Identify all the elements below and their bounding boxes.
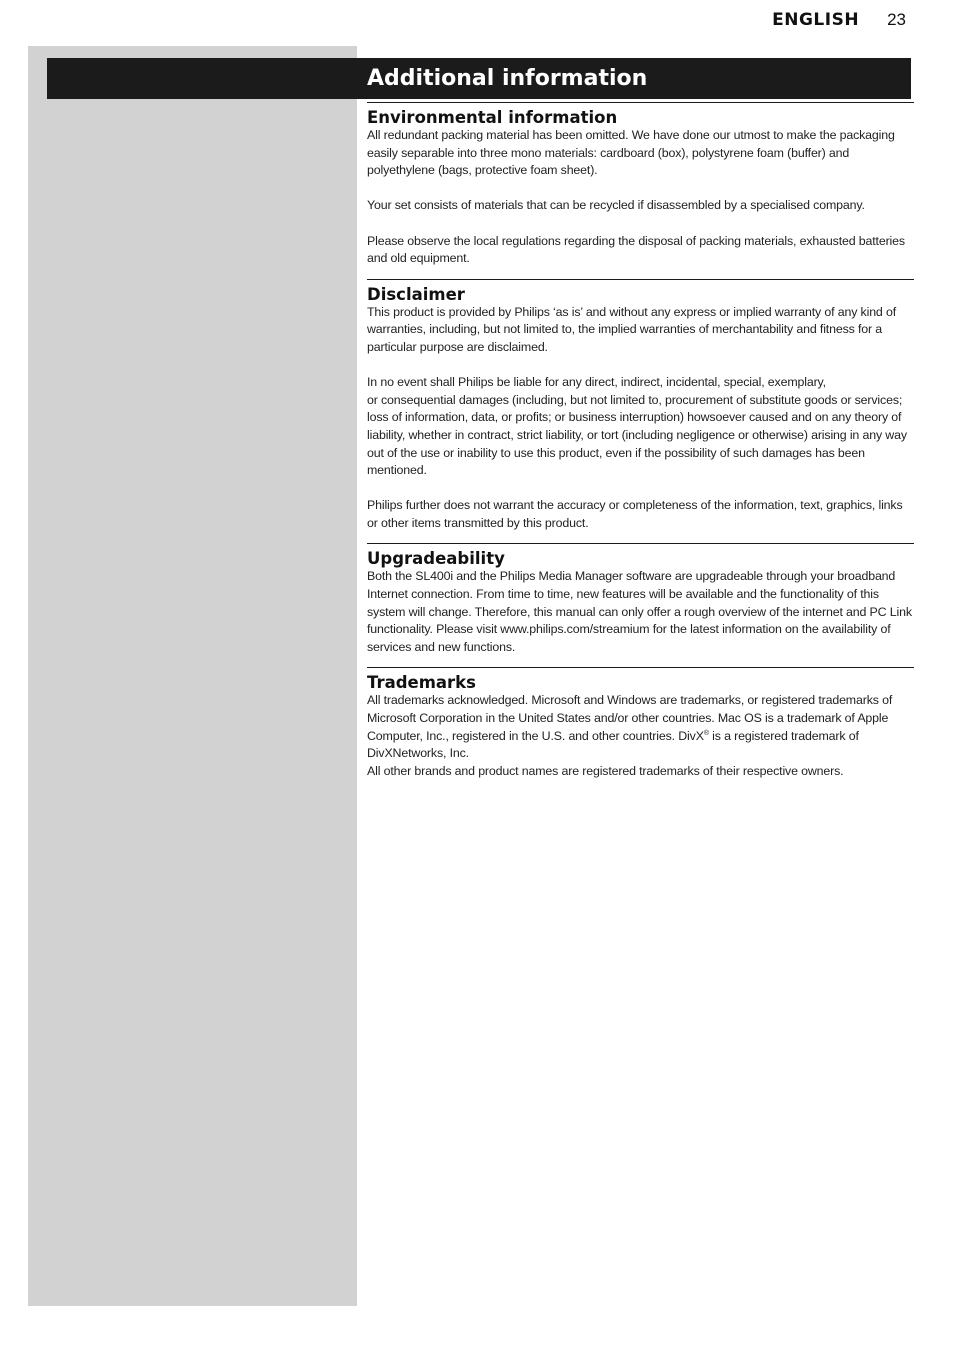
title-bar: [47, 58, 911, 99]
section-heading: Environmental information: [367, 108, 618, 127]
registered-mark: ®: [703, 729, 709, 737]
section-disclaimer: [367, 279, 914, 533]
section-environmental: [367, 102, 914, 268]
paragraph: Philips further does not warrant the accuracy or completeness of the information, text, graphics, links or other items transmitted by this product.: [367, 498, 903, 530]
paragraph: or consequential damages (including, but not limited to, procurement of substitute goods or services; loss of information, data, or profits; or business interruption) howsoever caused and on any theory of liability, whether in contract, strict liability, or tort (including negligence or otherwise) arising in any way out of the use or inability to use this product, even if the possibility of such damages has been mentioned.: [367, 392, 907, 478]
sidebar-panel: [28, 46, 357, 1306]
section-heading: Upgradeability: [367, 549, 505, 569]
trademark-text-start: All trademarks acknowledged. Microsoft and Windows are trademarks, or registered trademarks of Microsoft Corporation in the United States and/or other countries. Mac OS is a trademark of Apple Computer, Inc., registered in the U.S. and other countries. DivX: [367, 693, 893, 743]
section-heading: Trademarks: [367, 673, 476, 693]
paragraph: All redundant packing material has been omitted. We have done our utmost to make the packaging easily separable into three mono materials: cardboard (box), polystyrene foam (buffer) and polyethylene (bags, protective foam sheet).: [367, 128, 895, 178]
content-column: [367, 102, 914, 780]
paragraph: Both the SL400i and the Philips Media Manager software are upgradeable through your broadband Internet connection. From time to time, new features will be available and the functionality of this system will change. Therefore, this manual can only offer a rough overview of the internet and PC Link functionality. Please visit www.philips.com/streamium for the latest information on the availability of services and new functions.: [367, 569, 912, 654]
section-upgradeability: [367, 543, 914, 656]
section-trademarks: [367, 667, 914, 780]
paragraph: [367, 692, 914, 762]
page-number: 23: [887, 10, 906, 29]
paragraph: Your set consists of materials that can be recycled if disassembled by a specialised company.: [367, 198, 865, 213]
paragraph: Please observe the local regulations regarding the disposal of packing materials, exhausted batteries and old equipment.: [367, 233, 905, 266]
paragraph: In no event shall Philips be liable for any direct, indirect, incidental, special, exemplary,: [367, 375, 826, 390]
section-heading: Disclaimer: [367, 284, 465, 304]
trademark-text-end: is a registered trademark of DivXNetworks, Inc.: [367, 728, 859, 761]
paragraph: This product is provided by Philips ‘as is’ and without any express or implied warranty of any kind of warranties, including, but not limited to, the implied warranties of merchantability and fitness for a particular purpose are disclaimed.: [367, 304, 896, 354]
page-title: Additional information: [367, 66, 648, 91]
language-label: ENGLISH: [772, 10, 860, 30]
paragraph: All other brands and product names are registered trademarks of their respective owners.: [367, 763, 844, 778]
page-header: [772, 10, 906, 30]
